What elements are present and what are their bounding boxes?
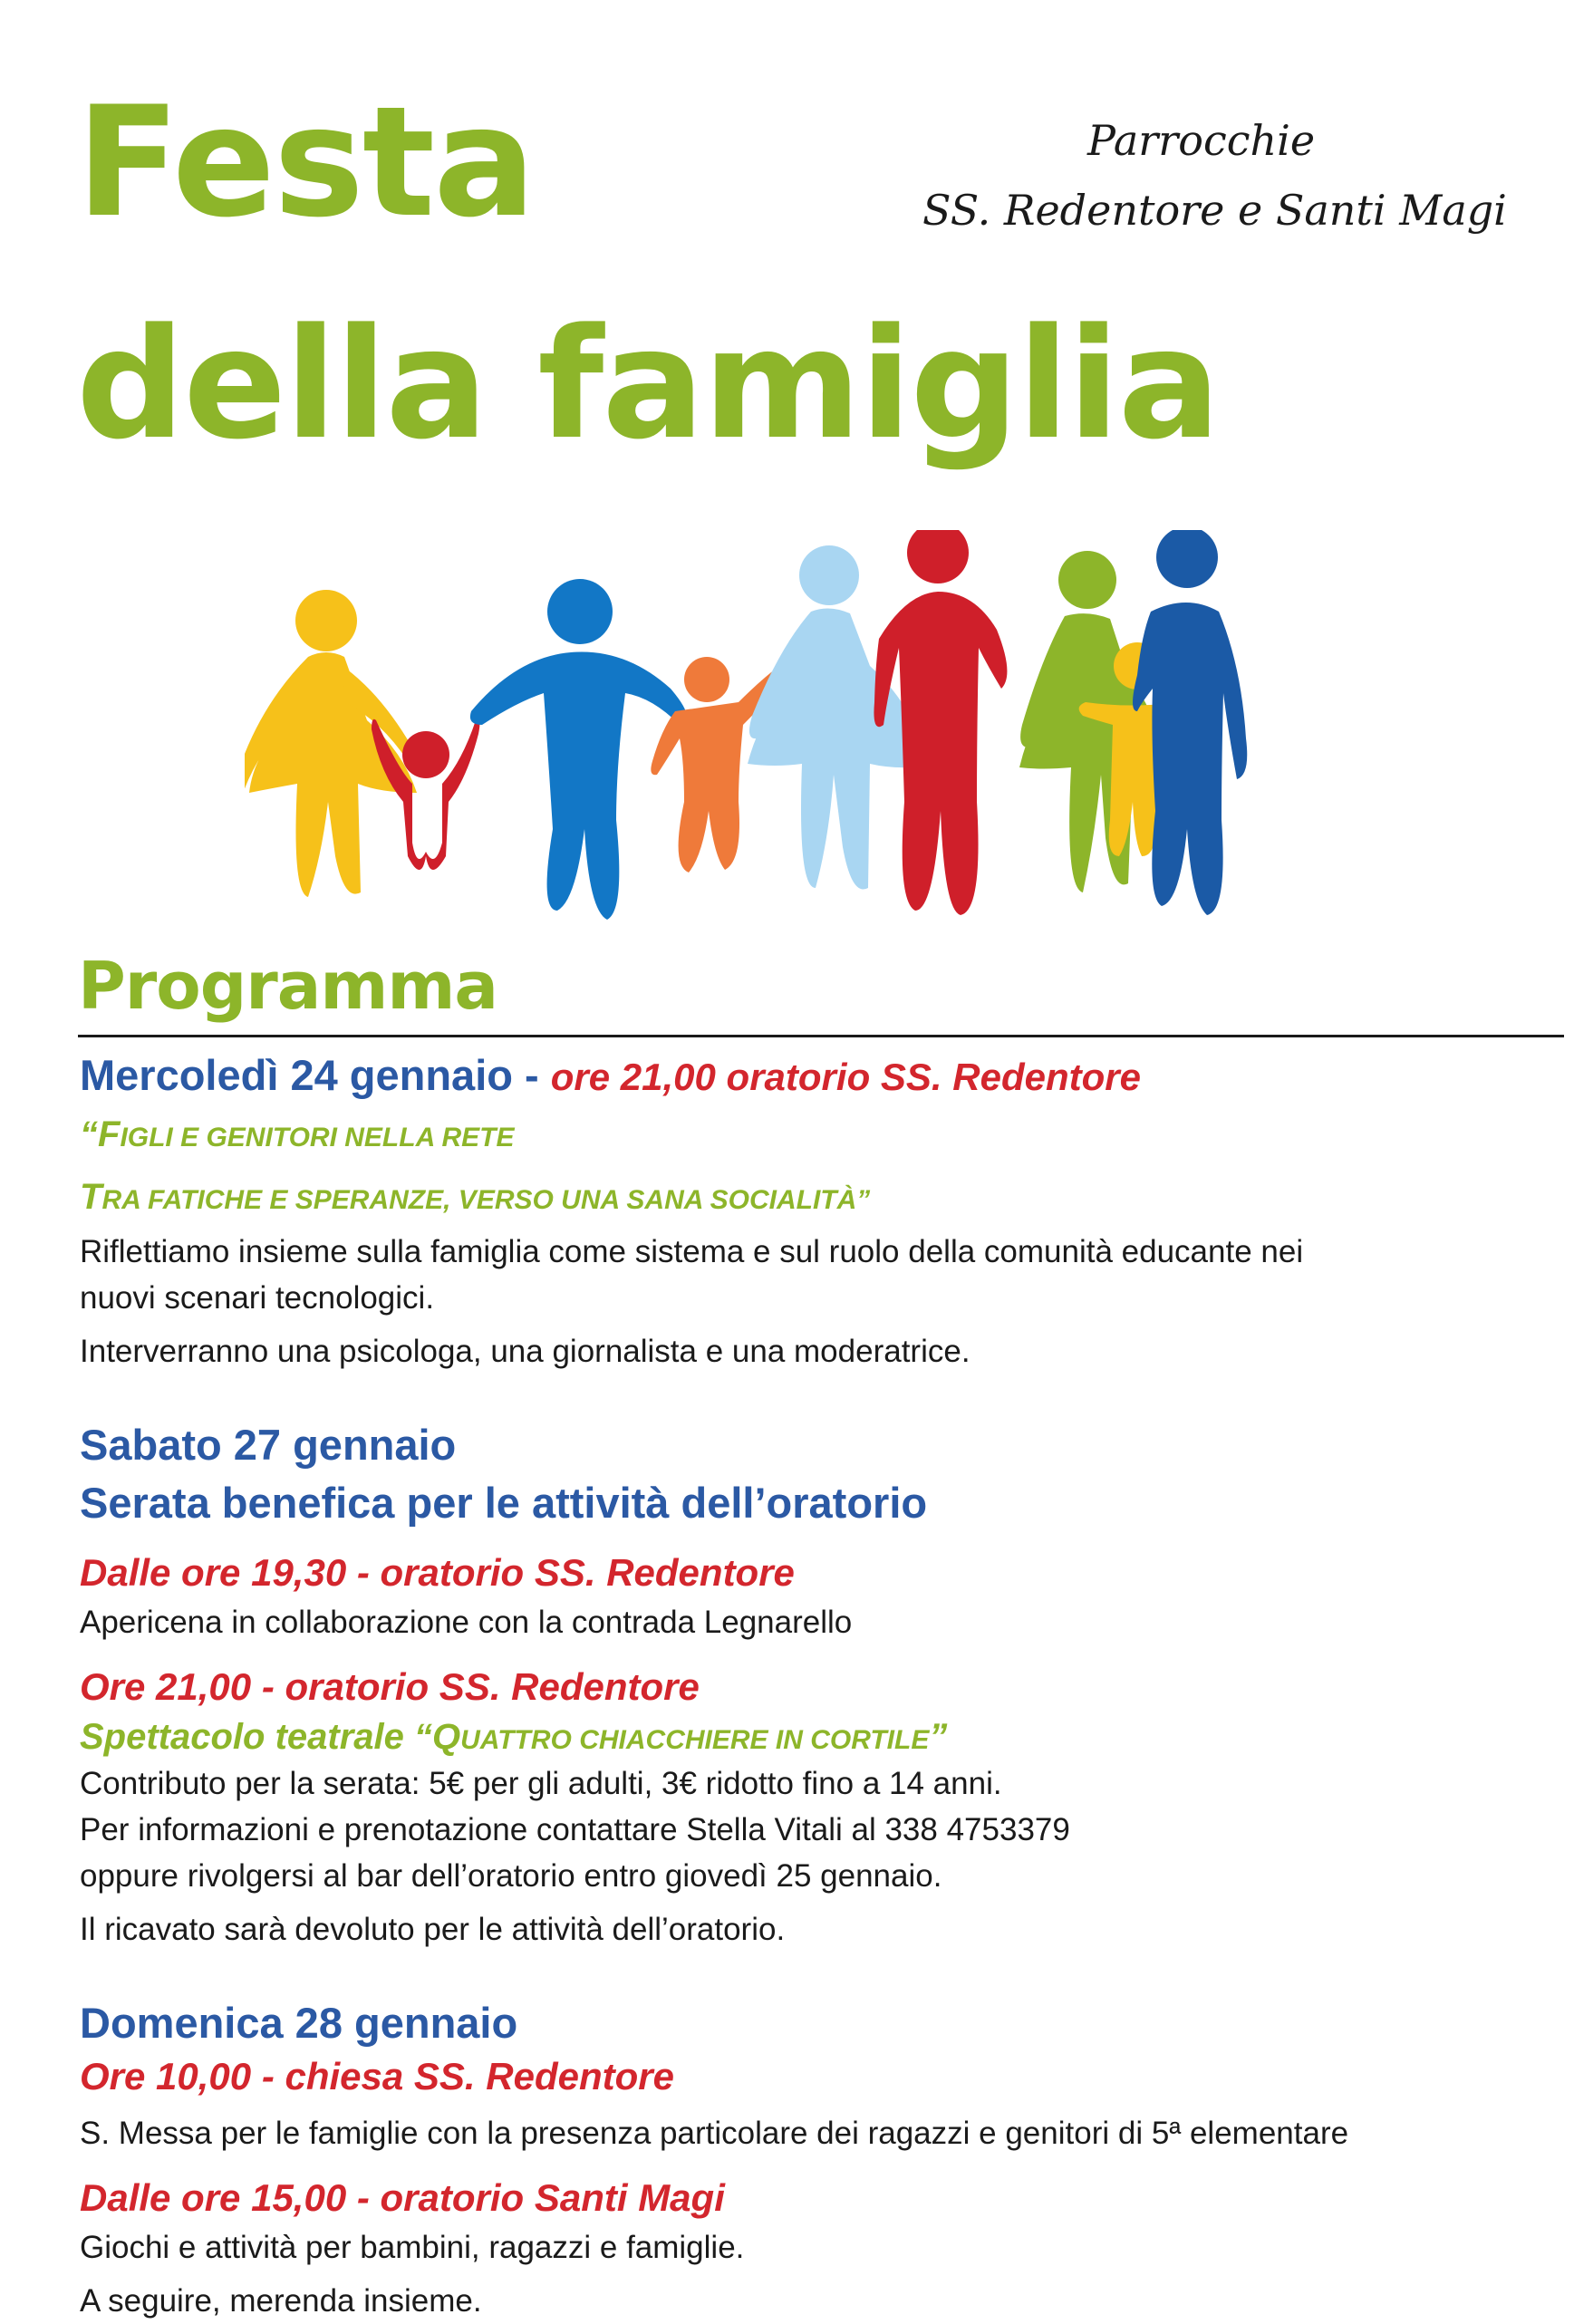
day2-text-2: Per informazioni e prenotazione contattare Stella Vitali al 338 4753379 — [80, 1811, 1070, 1847]
yellow-mother-figure — [245, 590, 417, 897]
family-figures-icon — [245, 530, 1432, 929]
parish-line-1: Parrocchie — [1087, 116, 1316, 165]
day2-event: Serata benefica per le attività dell’oratorio — [80, 1478, 928, 1527]
day2-text-1: Contributo per la serata: 5€ per gli adulti, 3€ ridotto fino a 14 anni. — [80, 1765, 1002, 1801]
day2-slot2-time: Ore 21,00 - oratorio SS. Redentore — [80, 1664, 700, 1708]
day1-subtitle-2 — [80, 1166, 1566, 1229]
day2-slot1-text: Apericena in collaborazione con la contrada Legnarello — [80, 1604, 853, 1640]
day3-slot2-time: Dalle ore 15,00 - oratorio Santi Magi — [80, 2176, 725, 2220]
title-line-2: della famiglia — [76, 295, 1220, 473]
day1-separator: - — [512, 1051, 551, 1099]
day1-time-place: ore 21,00 oratorio SS. Redentore — [550, 1056, 1141, 1098]
day2-show-prefix: Spettacolo teatrale “Q — [80, 1716, 461, 1757]
day1-text-3: Interverranno una psicologa, una giornalista e una moderatrice. — [80, 1334, 970, 1370]
day2-show-suffix: ” — [929, 1716, 948, 1757]
blue-father-figure — [470, 579, 687, 920]
day3-slot1-text: S. Messa per le famiglie con la presenza particolare dei ragazzi e genitori di 5ª elementare — [80, 2116, 1349, 2152]
day1-subtitle-1 — [80, 1104, 1566, 1166]
day2-text-3: oppure rivolgersi al bar dell’oratorio entro giovedì 25 gennaio. — [80, 1857, 942, 1894]
day3-date: Domenica 28 gennaio — [80, 1999, 518, 2048]
day1-header — [80, 1046, 1566, 1104]
day1-text-2: nuovi scenari tecnologici. — [80, 1280, 435, 1316]
day1-subtitle-2-first: T — [80, 1177, 102, 1218]
day2-show-rest: UATTRO CHIACCHIERE IN CORTILE — [460, 1724, 930, 1755]
day2-show — [80, 1713, 1566, 1760]
program-content — [80, 1046, 1566, 2324]
day3-slot2-text-1: Giochi e attività per bambini, ragazzi e famiglie. — [80, 2229, 745, 2265]
day1-subtitle-2-rest: RA FATICHE E SPERANZE, VERSO UNA SANA SOCIALITÀ” — [101, 1185, 871, 1216]
day1-subtitle-1-first: “F — [80, 1114, 121, 1155]
day2-date: Sabato 27 gennaio — [80, 1421, 457, 1470]
title-line-1: Festa — [76, 73, 535, 251]
heading-divider — [78, 1035, 1564, 1037]
day3-slot2-text-2: A seguire, merenda insieme. — [80, 2283, 482, 2319]
program-heading: Programma — [78, 948, 498, 1024]
parish-line-2: SS. Redentore e Santi Magi — [922, 186, 1507, 235]
day3-slot1-time: Ore 10,00 - chiesa SS. Redentore — [80, 2055, 674, 2098]
day2-text-4: Il ricavato sarà devoluto per le attività dell’oratorio. — [80, 1911, 786, 1947]
day1-text-1: Riflettiamo insieme sulla famiglia come sistema e sul ruolo della comunità educante nei — [80, 1234, 1304, 1270]
day1-subtitle-1-rest: IGLI E GENITORI NELLA RETE — [120, 1123, 515, 1153]
day2-slot1-time: Dalle ore 19,30 - oratorio SS. Redentore — [80, 1551, 795, 1595]
day1-date: Mercoledì 24 gennaio — [80, 1051, 513, 1099]
